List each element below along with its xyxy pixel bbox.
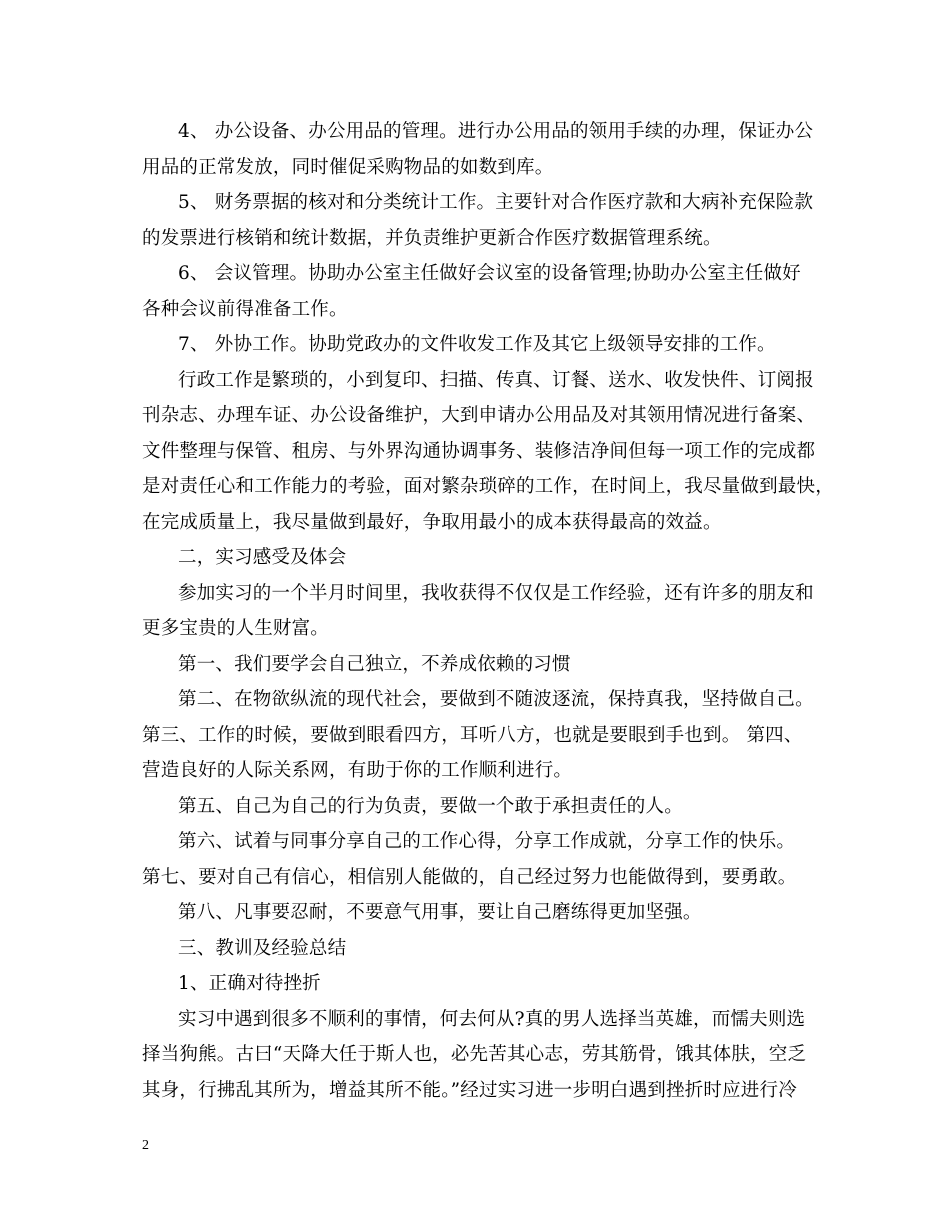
section-heading: 三、教训及经验总结 (178, 937, 347, 959)
paragraph-line: 刊杂志、办理车证、办公设备维护，大到申请办公用品及对其领用情况进行备案、 (142, 405, 816, 426)
paragraph-line: 更多宝贵的人生财富。 (142, 618, 330, 639)
paragraph-line: 第一、我们要学会自己独立，不养成依赖的习惯 (178, 653, 571, 675)
subsection-heading: 1、正确对待挫折 (178, 973, 321, 994)
document-body (142, 114, 834, 1108)
paragraph-line: 其身，行拂乱其所为，增益其所不能。”经过实习进一步明白遇到挫折时应进行冷 (142, 1079, 797, 1101)
paragraph-line: 的发票进行核销和统计数据，并负责维护更新合作医疗数据管理系统。 (142, 227, 722, 249)
paragraph-line: 第八、凡事要忍耐，不要意气用事，要让自己磨练得更加坚强。 (178, 902, 702, 923)
paragraph-line: 是对责任心和工作能力的考验，面对繁杂琐碎的工作，在时间上，我尽量做到最快， (142, 476, 834, 497)
paragraph-line: 第五、自己为自己的行为负责，要做一个敢于承担责任的人。 (178, 795, 683, 817)
section-heading: 二，实习感受及体会 (178, 547, 347, 568)
paragraph-line: 6、 会议管理。协助办公室主任做好会议室的设备管理;协助办公室主任做好 (178, 263, 801, 284)
paragraph-line: 参加实习的一个半月时间里，我收获得不仅仅是工作经验，还有许多的朋友和 (178, 582, 814, 604)
paragraph-line: 4、 办公设备、办公用品的管理。进行办公用品的领用手续的办理，保证办公 (178, 121, 814, 142)
paragraph-line: 第二、在物欲纵流的现代社会，要做到不随波逐流，保持真我，坚持做自己。 (178, 689, 814, 710)
paragraph-line: 实习中遇到很多不顺利的事情，何去何从?真的男人选择当英雄，而懦夫则选 (178, 1008, 806, 1030)
paragraph-line: 5、 财务票据的核对和分类统计工作。主要针对合作医疗款和大病补充保险款 (178, 192, 814, 213)
paragraph-line: 行政工作是繁琐的，小到复印、扫描、传真、订餐、送水、收发快件、订阅报 (178, 369, 814, 391)
page-number: 2 (142, 1138, 149, 1153)
paragraph-line: 用品的正常发放，同时催促采购物品的如数到库。 (142, 156, 554, 178)
paragraph-line: 择当狗熊。古曰“天降大任于斯人也，必先苦其心志，劳其筋骨，饿其体肤，空乏 (142, 1044, 807, 1065)
paragraph-line: 文件整理与保管、租房、与外界沟通协调事务、装修洁净间但每一项工作的完成都 (142, 440, 816, 462)
paragraph-line: 各种会议前得准备工作。 (142, 298, 348, 320)
paragraph-line: 7、 外协工作。协助党政办的文件收发工作及其它上级领导安排的工作。 (178, 334, 776, 355)
paragraph-line: 第三、工作的时候，要做到眼看四方，耳听八方，也就是要眼到手也到。 第四、 (142, 724, 803, 746)
paragraph-line: 第七、要对自己有信心，相信别人能做的，自己经过努力也能做得到，要勇敢。 (142, 866, 797, 888)
paragraph-line: 在完成质量上，我尽量做到最好，争取用最小的成本获得最高的效益。 (142, 511, 722, 533)
paragraph-line: 营造良好的人际关系网，有助于你的工作顺利进行。 (142, 760, 573, 781)
paragraph-line: 第六、试着与同事分享自己的工作心得，分享工作成就，分享工作的快乐。 (178, 831, 796, 852)
